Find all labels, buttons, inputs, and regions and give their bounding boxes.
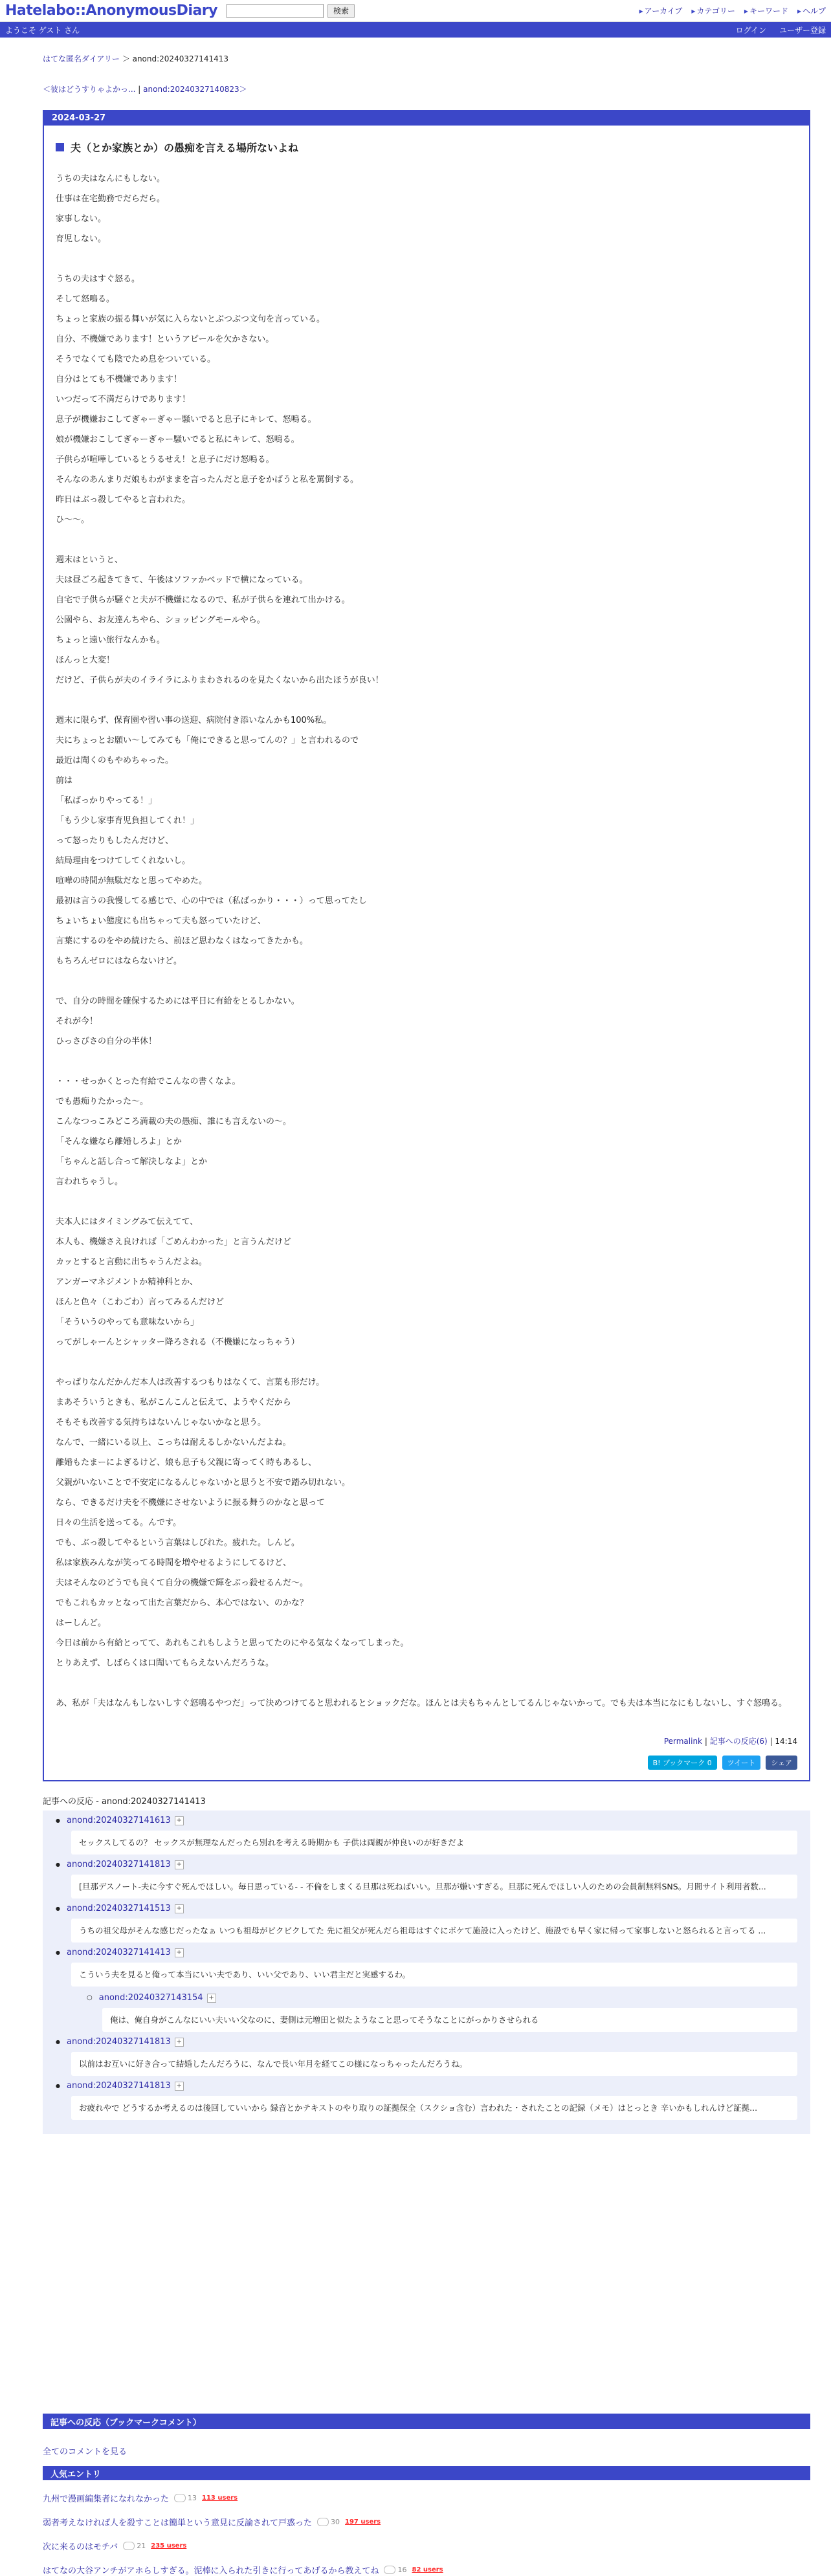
body-line: でもこれもカッとなって出た言葉だから、本心ではない、のかな？ <box>56 1598 308 1608</box>
bookmark-users-badge[interactable]: 235 users <box>151 2542 187 2549</box>
bookmark-users-badge[interactable]: 82 users <box>412 2566 443 2573</box>
top-links <box>639 5 826 16</box>
body-line: そして怒鳴る。 <box>56 294 115 304</box>
footer-sep: | <box>770 1737 773 1746</box>
body-line: 週末に限らず、保育園や習い事の送迎、病院付き添いなんかも100%私。 <box>56 716 332 725</box>
body-line: ちょっと家族の振る舞いが気に入らないとぶつぶつ文句を言っている。 <box>56 314 326 324</box>
body-line: 離婚もたまーによぎるけど、娘も息子も父親に寄ってく時もあるし、 <box>56 1458 317 1468</box>
reaction-link[interactable]: ● anond:20240327141613 <box>66 1816 171 1825</box>
help-link[interactable]: ▸ ヘルプ <box>797 5 826 16</box>
reaction-item <box>56 2081 797 2120</box>
pager <box>43 83 810 94</box>
body-line: ほんっと大変！ <box>56 655 115 665</box>
top-bar <box>0 0 831 22</box>
search-button[interactable]: 検索 <box>327 4 355 18</box>
body-line: だけど、子供らが夫のイライラにふりまわされるのを見たくないから出たほうが良い！ <box>56 676 384 685</box>
keyword-link[interactable]: ▸ キーワード <box>744 5 788 16</box>
welcome-bar <box>0 22 831 38</box>
archive-link[interactable]: ▸ アーカイブ <box>639 5 683 16</box>
reaction-link[interactable]: ○ anond:20240327143154 <box>98 1993 203 2003</box>
paragraph-gap <box>56 1051 797 1072</box>
reaction-header <box>56 2037 797 2047</box>
reaction-excerpt: 俺は、俺自身がこんなにいい夫いい父なのに、妻側は元増田と似たようなこと思ってそうなことにがっかりさせられる <box>102 2008 797 2032</box>
paragraph-gap <box>56 1352 797 1372</box>
expand-icon[interactable]: + <box>175 1860 184 1869</box>
body-line: って怒ったりもしたんだけど、 <box>56 836 174 846</box>
body-line: カッとすると言動に出ちゃうんだよね。 <box>56 1257 207 1267</box>
bookmark-comments-title: 記事への反応（ブックマークコメント） <box>43 2414 810 2429</box>
site-logo[interactable]: Hatelabo::AnonymousDiary <box>5 3 217 19</box>
welcome-text: ようこそ ゲスト さん <box>5 25 80 35</box>
body-line: それが今！ <box>56 1017 98 1026</box>
paragraph-gap <box>56 249 797 269</box>
body-line: うちの夫はなんにもしない。 <box>56 174 166 184</box>
reaction-header <box>56 2081 797 2091</box>
breadcrumb-home[interactable]: はてな匿名ダイアリー <box>43 54 120 63</box>
body-line: そうでなくても陰でため息をついている。 <box>56 355 216 364</box>
body-line: でも愚痴りたかった〜。 <box>56 1097 149 1106</box>
entry-title-text: 夫（とか家族とか）の愚痴を言える場所ないよね <box>71 142 299 154</box>
expand-icon[interactable]: + <box>175 1948 184 1957</box>
body-line: こんなつっこみどころ満載の夫の愚痴、誰にも言えないの〜。 <box>56 1117 291 1127</box>
popular-entry <box>43 2516 810 2528</box>
title-square-icon <box>56 143 64 151</box>
body-line: 本人も、機嫌さえ良ければ「ごめんわかった」と言うんだけど <box>56 1237 292 1247</box>
hatena-bookmark-button[interactable]: B! ブックマーク 0 <box>648 1756 717 1770</box>
body-line: いつだって不満だらけであります！ <box>56 395 191 404</box>
body-line: とりあえず、しばらくは口聞いてもらえないんだろうな。 <box>56 1658 274 1668</box>
reaction-header <box>87 1993 797 2003</box>
body-line: ちょいちょい態度にも出ちゃって夫も怒っていたけど、 <box>56 916 267 926</box>
paragraph-gap <box>56 690 797 710</box>
body-line: 「私ばっかりやってる！」 <box>56 796 157 806</box>
reaction-link[interactable]: ● anond:20240327141813 <box>66 2081 171 2091</box>
popular-entry <box>43 2540 810 2552</box>
body-line: なら、できるだけ夫を不機嫌にさせないように振る舞うのかなと思って <box>56 1498 326 1508</box>
body-line: 育児しない。 <box>56 234 107 244</box>
reaction-excerpt: お疲れやで どうするか考えるのは後回していいから 録音とかテキストのやり取りの証拠保全（スクショ含む）言われた・されたことの記録（メモ）はとっとき 辛いかもしれんけど証拠... <box>71 2096 797 2120</box>
body-line: そんなのあんまりだ娘もわがままを言ったんだと息子をかばうと私を罵倒する。 <box>56 475 359 485</box>
body-line: ・・・せっかくとった有給でこんなの書くなよ。 <box>56 1077 241 1086</box>
entry-title <box>56 140 797 155</box>
body-line: ほんと色々（こわごわ）言ってみるんだけど <box>56 1297 225 1307</box>
entry-body <box>56 169 797 1713</box>
main-content <box>43 53 810 2576</box>
nested-reaction-item <box>87 1993 797 2032</box>
all-comments-link[interactable]: 全てのコメントを見る <box>43 2447 127 2457</box>
body-line: 最初は言うの我慢してる感じで、心の中では（私ばっかり・・・）って思ってたし <box>56 896 367 906</box>
reaction-header <box>56 1948 797 1957</box>
paragraph-gap <box>56 1673 797 1693</box>
breadcrumb-sep: ＞ <box>122 54 130 63</box>
body-line: はーしんど。 <box>56 1618 107 1628</box>
body-line: 夫にちょっとお願い〜してみても「俺にできると思ってんの？」と言われるので <box>56 736 359 745</box>
popular-entry-link[interactable]: 弱者考えなければ人を殺すことは簡単という意見に反論されて戸惑った <box>43 2518 313 2528</box>
reaction-link[interactable]: ● anond:20240327141813 <box>66 1860 171 1869</box>
popular-entry <box>43 2564 810 2576</box>
body-line: なんで、一緒にいる以上、こっちは耐えるしかないんだよね。 <box>56 1438 291 1448</box>
breadcrumb-current: anond:20240327141413 <box>132 54 229 63</box>
reactions-title: 記事への反応 - anond:20240327141413 <box>43 1797 206 1807</box>
expand-icon[interactable]: + <box>175 1904 184 1913</box>
reaction-header <box>56 1860 797 1869</box>
comment-count: 16 <box>384 2566 406 2574</box>
prev-entry-link[interactable]: ＜彼はどうすりゃよかっ... <box>43 85 136 94</box>
popular-entries <box>43 2492 810 2576</box>
body-line: アンガーマネジメントか精神科とか、 <box>56 1277 199 1287</box>
body-line: 喧嘩の時間が無駄だなと思ってやめた。 <box>56 876 208 886</box>
body-line: そもそも改善する気持ちはないんじゃないかなと思う。 <box>56 1418 267 1427</box>
body-line: 父親がいないことで不安定になるんじゃないかと思うと不安で踏み切れない。 <box>56 1478 351 1488</box>
body-line: やっぱりなんだかんだ本人は改善するつもりはなくて、言葉も形だけ。 <box>56 1378 325 1387</box>
reaction-excerpt: こういう夫を見ると俺って本当にいい夫であり、いい父であり、いい君主だと実感するわ。 <box>71 1963 797 1987</box>
body-line: 日々の生活を送ってる。んです。 <box>56 1518 181 1528</box>
body-line: まあそういうときも、私がこんこんと伝えて、ようやくだから <box>56 1398 291 1407</box>
next-entry-link[interactable]: anond:20240327140823＞ <box>143 85 247 94</box>
reaction-link[interactable]: ● anond:20240327141513 <box>66 1904 171 1913</box>
expand-icon[interactable]: + <box>207 1994 216 2003</box>
category-link[interactable]: ▸ カテゴリー <box>691 5 735 16</box>
register-link[interactable]: ユーザー登録 <box>779 25 826 35</box>
body-line: 夫はそんなのどうでも良くて自分の機嫌で輝をぶっ殺せるんだ〜。 <box>56 1578 309 1588</box>
body-line: でも、ぶっ殺してやるという言葉はしびれた。疲れた。しんど。 <box>56 1538 300 1548</box>
body-line: 週末はというと、 <box>56 555 124 565</box>
breadcrumb <box>43 53 810 64</box>
reaction-header <box>56 1816 797 1825</box>
body-line: 娘が機嫌おこしてぎゃーぎゃー騒いでると私にキレて、怒鳴る。 <box>56 435 300 445</box>
body-line: 子供らが喧嘩しているとうるせえ！と息子にだけ怒鳴る。 <box>56 455 274 465</box>
all-comments <box>43 2445 810 2457</box>
body-line: 家事しない。 <box>56 214 107 224</box>
tweet-button[interactable]: ツイート <box>722 1756 760 1770</box>
expand-icon[interactable]: + <box>175 1816 184 1825</box>
body-line: 自分、不機嫌であります！というアピールを欠かさない。 <box>56 335 274 344</box>
popular-entry <box>43 2492 810 2504</box>
reaction-item <box>56 1860 797 1899</box>
pager-sep: | <box>138 85 141 94</box>
body-line: 「ちゃんと話し合って解決しなよ」とか <box>56 1157 208 1167</box>
diary-entry <box>43 110 810 1781</box>
body-line: 夫本人にはタイミングみて伝えてて、 <box>56 1217 199 1227</box>
entry-date: 2024-03-27 <box>44 111 809 126</box>
permalink[interactable]: Permalink <box>663 1737 702 1746</box>
reaction-header <box>56 1904 797 1913</box>
body-line: 言葉にするのをやめ続けたら、前ほど思わなくはなってきたかも。 <box>56 936 309 946</box>
reactions-link[interactable]: 記事への反応(6) <box>709 1737 768 1746</box>
reaction-item <box>56 1816 797 1855</box>
body-line: 自宅で子供らが騒ぐと夫が不機嫌になるので、私が子供らを連れて出かける。 <box>56 595 350 605</box>
body-line: 昨日はぶっ殺してやると言われた。 <box>56 495 191 505</box>
reaction-item <box>56 2037 797 2076</box>
body-line: 私は家族みんなが笑ってる時間を増やせるようにしてるけど、 <box>56 1558 292 1568</box>
entry-footer <box>56 1735 797 1746</box>
reaction-item <box>56 1904 797 1943</box>
reaction-excerpt: セックスしてるの？ セックスが無理なんだったら別れを考える時期かも 子供は両親が仲良いのが好きだよ <box>71 1831 797 1855</box>
body-line: 夫は昼ごろ起きてきて、午後はソファかベッドで横になっている。 <box>56 575 308 585</box>
reaction-excerpt: うちの祖父母がそんな感じだったなぁ いつも祖母がビクビクしてた 先に祖父が死んだら祖母はすぐにボケて施設に入ったけど、施設でも早く家に帰って家事しないと怒られると言ってる ... <box>71 1919 797 1943</box>
reaction-excerpt: [旦那デスノート-夫に今すぐ死んでほしい。毎日思っている- - 不倫をしまくる旦那は死ねばいい。旦那が嫌いすぎる。旦那に死んでほしい人のための会員制無料SNS。月間サイト利用者数... <box>71 1875 797 1899</box>
body-line: ひっさびさの自分の半休！ <box>56 1037 157 1046</box>
body-line: 仕事は在宅勤務でだらだら。 <box>56 194 166 204</box>
login-link[interactable]: ログイン <box>735 25 766 35</box>
paragraph-gap <box>56 530 797 550</box>
body-line: 「そういうのやっても意味ないから」 <box>56 1317 199 1327</box>
facebook-share-button[interactable]: シェア <box>766 1756 797 1770</box>
bookmark-users-badge[interactable]: 113 users <box>202 2494 238 2502</box>
body-line: ってがしゃーんとシャッター降ろされる（不機嫌になっちゃう） <box>56 1338 300 1347</box>
popular-entries-title: 人気エントリ <box>43 2466 810 2480</box>
body-line: 言われちゃうし。 <box>56 1177 124 1187</box>
body-line: 自分はとても不機嫌であります！ <box>56 375 183 384</box>
body-line: 公園やら、お友達んちやら、ショッピングモールやら。 <box>56 615 265 625</box>
popular-entry-link[interactable]: 九州で漫画編集者になれなかった <box>43 2494 170 2504</box>
body-line: もちろんゼロにはならないけど。 <box>56 956 183 966</box>
body-line: ひ〜〜。 <box>56 515 90 525</box>
body-line: 息子が機嫌おこしてぎゃーぎゃー騒いでると息子にキレて、怒鳴る。 <box>56 415 316 424</box>
body-line: あ、私が「夫はなんもしないしすぐ怒鳴るやつだ」って決めつけてると思われるとショックだな。ほんとは夫もちゃんとしてるんじゃないかって。でも夫は本当になにもしないし、すぐ怒鳴る。 <box>56 1699 787 1708</box>
body-line: 結局理由をつけてしてくれないし。 <box>56 856 191 866</box>
expand-icon[interactable]: + <box>175 2038 184 2047</box>
body-line: ちょっと遠い旅行なんかも。 <box>56 635 166 645</box>
body-line: 最近は聞くのもやめちゃった。 <box>56 756 174 765</box>
reaction-link[interactable]: ● anond:20240327141413 <box>66 1948 171 1957</box>
footer-sep: | <box>704 1737 707 1746</box>
reactions-list <box>43 1811 810 2134</box>
comment-count: 30 <box>317 2518 340 2526</box>
share-buttons <box>56 1756 797 1770</box>
entry-section <box>44 126 809 1780</box>
body-line: うちの夫はすぐ怒る。 <box>56 274 140 284</box>
popular-entry-link[interactable]: はてなの大谷アンチがアホらしすぎる。泥棒に入られた引きに行ってあげるから教えてね <box>43 2566 379 2576</box>
body-line: 今日は前から有給とってて、あれもこれもしようと思ってたのにやる気なくなってしまった。 <box>56 1638 409 1648</box>
paragraph-gap <box>56 1192 797 1212</box>
comment-count: 21 <box>123 2542 146 2550</box>
expand-icon[interactable]: + <box>175 2082 184 2091</box>
comment-count: 13 <box>174 2494 197 2502</box>
reaction-item <box>56 1948 797 2032</box>
body-line: 前は <box>56 776 73 786</box>
reaction-link[interactable]: ● anond:20240327141813 <box>66 2037 171 2047</box>
entry-time: 14:14 <box>775 1737 797 1746</box>
body-line: 「もう少し家事育児負担してくれ！」 <box>56 816 199 826</box>
search-input[interactable] <box>227 4 324 18</box>
reaction-excerpt: 以前はお互いに好き合って結婚したんだろうに、なんで長い年月を経てこの様になっちゃったんだろうね。 <box>71 2052 797 2076</box>
bookmark-users-badge[interactable]: 197 users <box>345 2518 381 2526</box>
body-line: 「そんな嫌なら離婚しろよ」とか <box>56 1137 183 1147</box>
paragraph-gap <box>56 971 797 991</box>
popular-entry-link[interactable]: 次に来るのはモチバ <box>43 2542 118 2552</box>
body-line: で、自分の時間を確保するためには平日に有給をとるしかない。 <box>56 996 300 1006</box>
